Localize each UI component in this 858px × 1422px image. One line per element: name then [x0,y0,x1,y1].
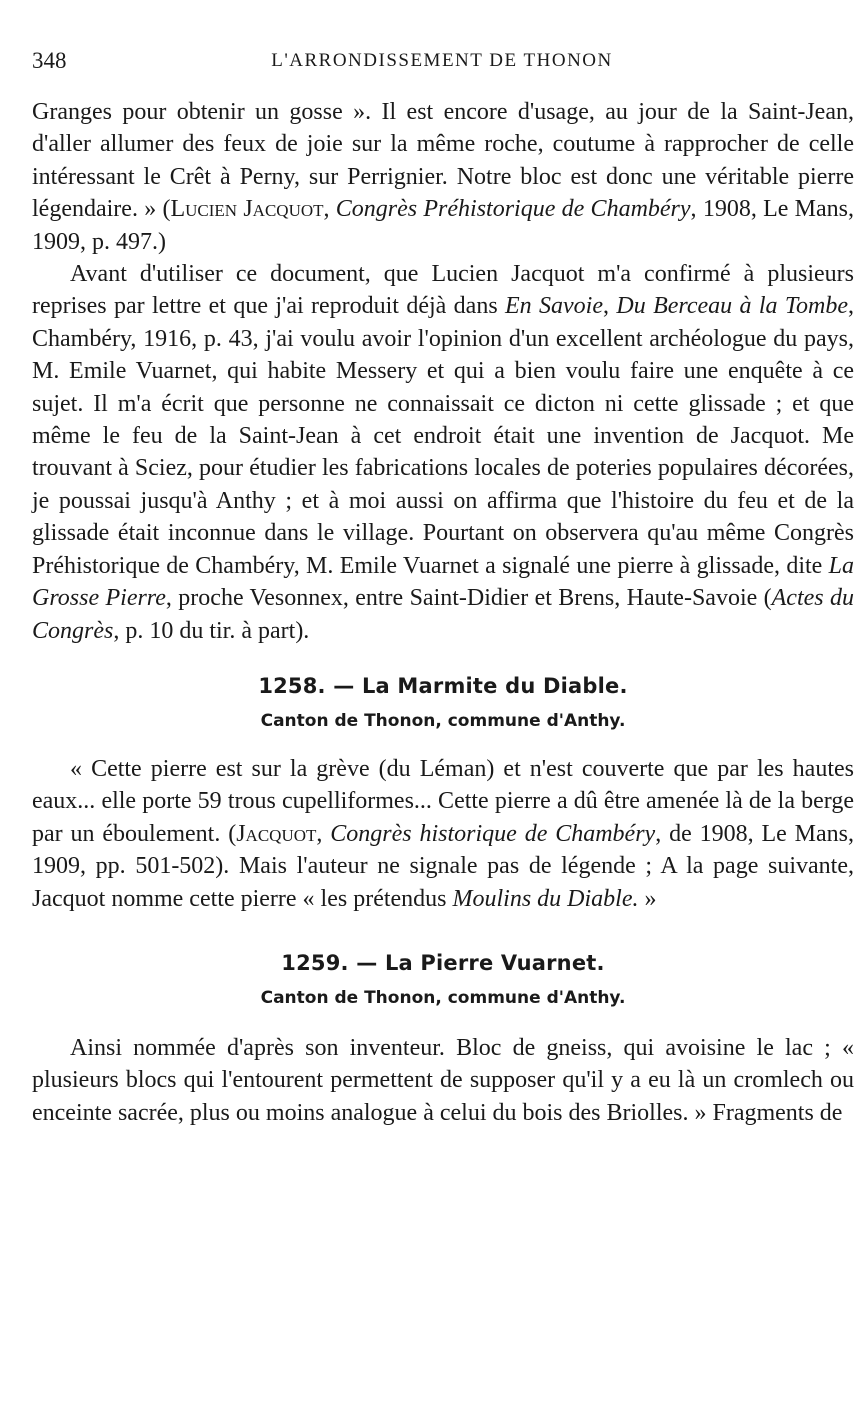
paragraph-2-text-b: , [603,293,617,320]
entry-1258-work-b: Moulins du Diable. [452,885,639,912]
work-title-grosse-pierre: La Grosse Pierre [32,552,854,612]
entry-1259-subtitle: Canton de Thonon, commune d'Anthy. [260,987,626,1008]
entry-1258-text-a: « Cette pierre est sur la grève (du Léman) et n'est couverte que par les hautes eaux... elle porte 59 trous cupelliformes... Cette pierre a dû être amenée là de la berge par un éboulement. ( [32,755,854,847]
paragraph-2-text-e: , p. 10 du tir. à part). [113,617,310,644]
work-title-du-berceau: Du Berceau à la Tombe [616,293,848,320]
paragraph-continuation [32,96,854,258]
paragraph-1-text-b: , [323,196,336,223]
paragraph-1-text-c: , 1908, Le Mans, 1909, p. 497.) [32,196,854,255]
paragraph-2-text-a: Avant d'utiliser ce document, que Lucien Jacquot m'a confirmé à plusieurs reprises par lettre et que j'ai reproduit déjà dans [32,261,854,320]
entry-1259-title: 1259. — La Pierre Vuarnet. [281,950,605,975]
paragraph-2-text-c: , Chambéry, 1916, p. 43, j'ai voulu avoir l'opinion d'un excellent archéologue du pays, M. Emile Vuarnet, qui habite Messery et qui a bien voulu faire une enquête à ce sujet. Il m'a écrit que personne ne connaissait ce dicton ni cette glissade ; et que même le feu de la Saint-Jean à cet endroit était une invention de Jacquot. Me trouvant à Sciez, pour étudier les fabrications locales de poteries populaires décorées, je poussai jusqu'à Anthy ; et à moi aussi on affirma que l'histoire du feu et de la glissade était inconnue dans le village. Pourtant on observera qu'au même Congrès Préhistorique de Chambéry, M. Emile Vuarnet a signalé une pierre à glissade, dite [32,293,854,579]
entry-1259-text: Ainsi nommée d'après son inventeur. Bloc de gneiss, qui avoisine le lac ; « plusieurs blocs qui l'entourent permettent de supposer qu'il y a eu là un cromlech ou enceinte sacrée, plus ou moins analogue à celui du bois des Briolles. » Fragments de [32,1034,854,1126]
running-head [32,48,852,76]
entry-1258-text-c: , de 1908, Le Mans, 1909, pp. 501-502). Mais l'auteur ne signale pas de légende ; A la page suivante, Jacquot nomme cette pierre « les prétendus [32,820,854,912]
body-text [32,96,854,1129]
entry-1258-work: Congrès historique de Chambéry [330,820,656,847]
work-title: Congrès Préhistorique de Chambéry [335,196,691,223]
paragraph-2-text-d: , proche Vesonnex, entre Saint-Didier et Brens, Haute-Savoie ( [165,585,772,612]
page-number: 348 [32,48,67,73]
entry-1258-author: Jacquot [236,820,317,847]
running-title: L'ARRONDISSEMENT DE THONON [271,50,613,71]
entry-1258-subtitle: Canton de Thonon, commune d'Anthy. [260,710,626,731]
entry-1258-text-b: , [316,820,331,847]
entry-1258-text [32,753,854,915]
paragraph-commentary [32,258,854,647]
author-name: Lucien Jacquot [170,196,324,223]
entry-1258-title: 1258. — La Marmite du Diable. [258,673,628,698]
work-title-actes: Actes du Congrès [32,585,854,644]
paragraph-1-text-a: Granges pour obtenir un gosse ». Il est encore d'usage, au jour de la Saint-Jean, d'aller allumer des feux de joie sur la même roche, coutume à rapprocher de celle intéressant le Crêt à Perny, sur Perrignier. Notre bloc est donc une véritable pierre légendaire. » ( [32,99,854,223]
work-title-en-savoie: En Savoie [505,293,604,320]
entry-1258-text-d: » [638,885,657,912]
